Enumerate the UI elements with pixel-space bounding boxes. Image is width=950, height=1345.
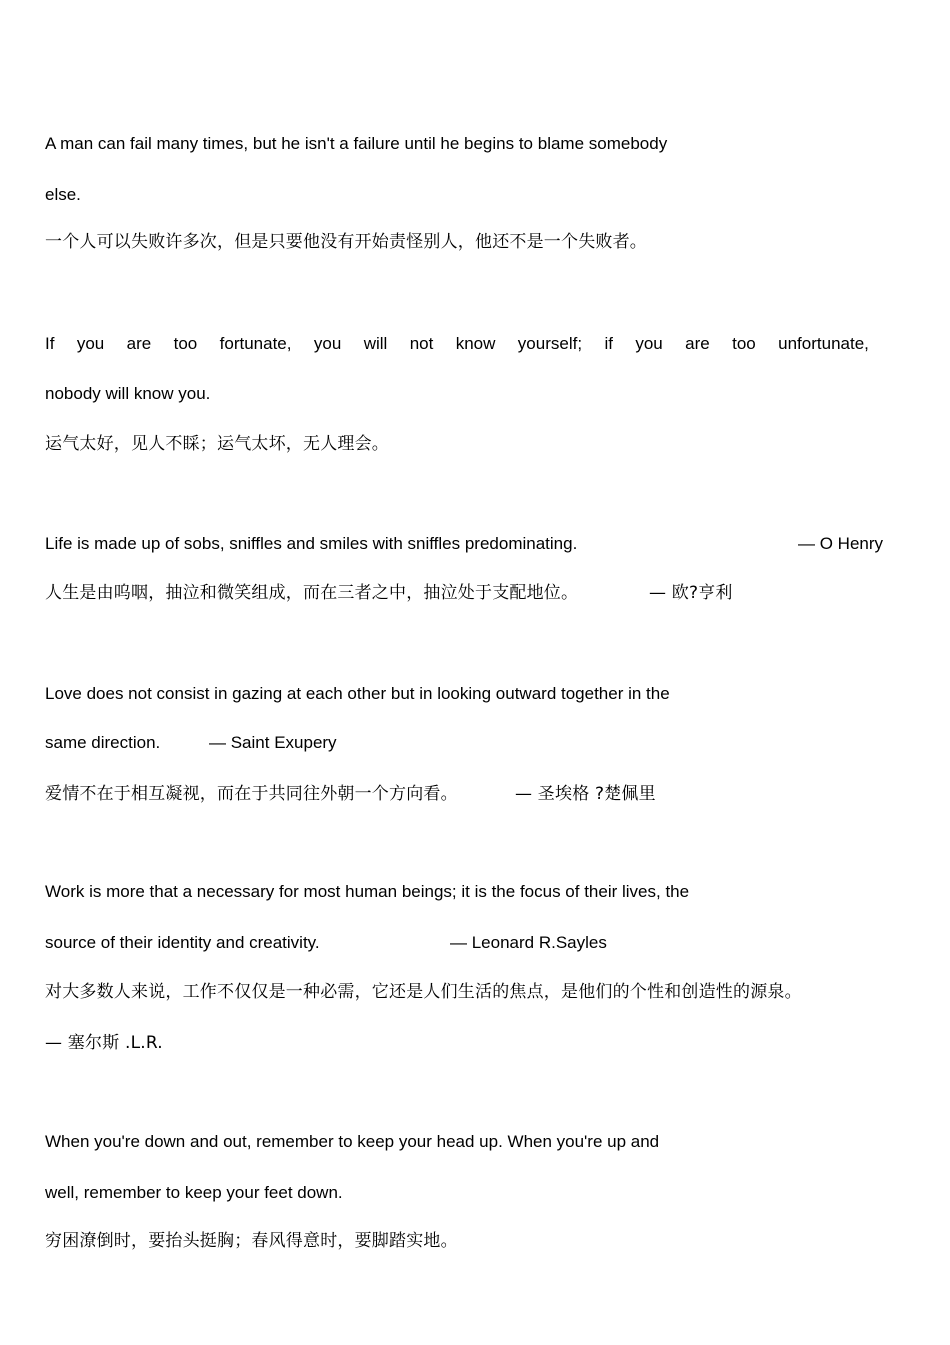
quote-2-word: fortunate,	[219, 334, 292, 353]
quote-5-en-attribution: — Leonard R.Sayles	[450, 933, 607, 952]
quote-1-en-line-1: A man can fail many times, but he isn't a failure until he begins to blame somebody	[45, 134, 668, 153]
quote-2-word: not	[409, 334, 434, 353]
quote-3-en-attribution: — O Henry	[798, 534, 884, 553]
quote-5-en-line-1: Work is more that a necessary for most human beings; it is the focus of their lives, the	[45, 882, 690, 901]
quote-5-en-line-2: source of their identity and creativity.	[45, 933, 320, 952]
quote-6-en-line-1: When you're down and out, remember to keep your head up. When you're up and	[45, 1132, 660, 1151]
quote-4-en-attribution: — Saint Exupery	[209, 733, 337, 752]
quote-2-en-line-1	[45, 334, 869, 354]
quote-2-word: if	[604, 334, 613, 353]
quote-4-zh: 爱情不在于相互凝视，而在于共同往外朝一个方向看。	[45, 784, 458, 804]
quote-6-zh: 穷困潦倒时，要抬头挺胸；春风得意时，要脚踏实地。	[45, 1231, 458, 1251]
quote-5-zh: 对大多数人来说，工作不仅仅是一种必需，它还是人们生活的焦点，是他们的个性和创造性的源泉。	[45, 982, 802, 1002]
quote-6-en-line-2: well, remember to keep your feet down.	[45, 1183, 343, 1202]
quote-4-zh-attribution: — 圣埃格 ?楚佩里	[515, 784, 656, 804]
quote-1-en-line-2: else.	[45, 185, 81, 204]
quote-2-word: are	[126, 334, 152, 353]
quote-2-en-line-2: nobody will know you.	[45, 384, 211, 403]
quote-3-zh: 人生是由呜咽，抽泣和微笑组成，而在三者之中，抽泣处于支配地位。	[45, 583, 579, 603]
quote-2-word: you	[313, 334, 342, 353]
quote-3-en: Life is made up of sobs, sniffles and smiles with sniffles predominating.	[45, 534, 578, 553]
quote-2-word: If	[45, 334, 55, 353]
quote-4-en-line-1: Love does not consist in gazing at each other but in looking outward together in the	[45, 684, 670, 703]
quote-2-word: you	[76, 334, 105, 353]
quote-2-word: too	[173, 334, 198, 353]
quote-3-zh-attribution: — 欧?亨利	[649, 583, 733, 603]
quote-2-word: know	[455, 334, 496, 353]
quote-1-zh: 一个人可以失败许多次，但是只要他没有开始责怪别人，他还不是一个失败者。	[45, 232, 647, 252]
quote-2-word: unfortunate,	[778, 334, 869, 353]
quote-2-word: yourself;	[517, 334, 583, 353]
quote-5-zh-attribution: — 塞尔斯 .L.R.	[45, 1033, 163, 1053]
quote-2-word: too	[732, 334, 756, 353]
quote-4-en-line-2: same direction.	[45, 733, 161, 752]
quote-2-word: you	[635, 334, 663, 353]
quote-2-word: are	[685, 334, 710, 353]
quote-2-word: will	[363, 334, 388, 353]
quote-2-zh: 运气太好，见人不睬；运气太坏，无人理会。	[45, 434, 389, 454]
